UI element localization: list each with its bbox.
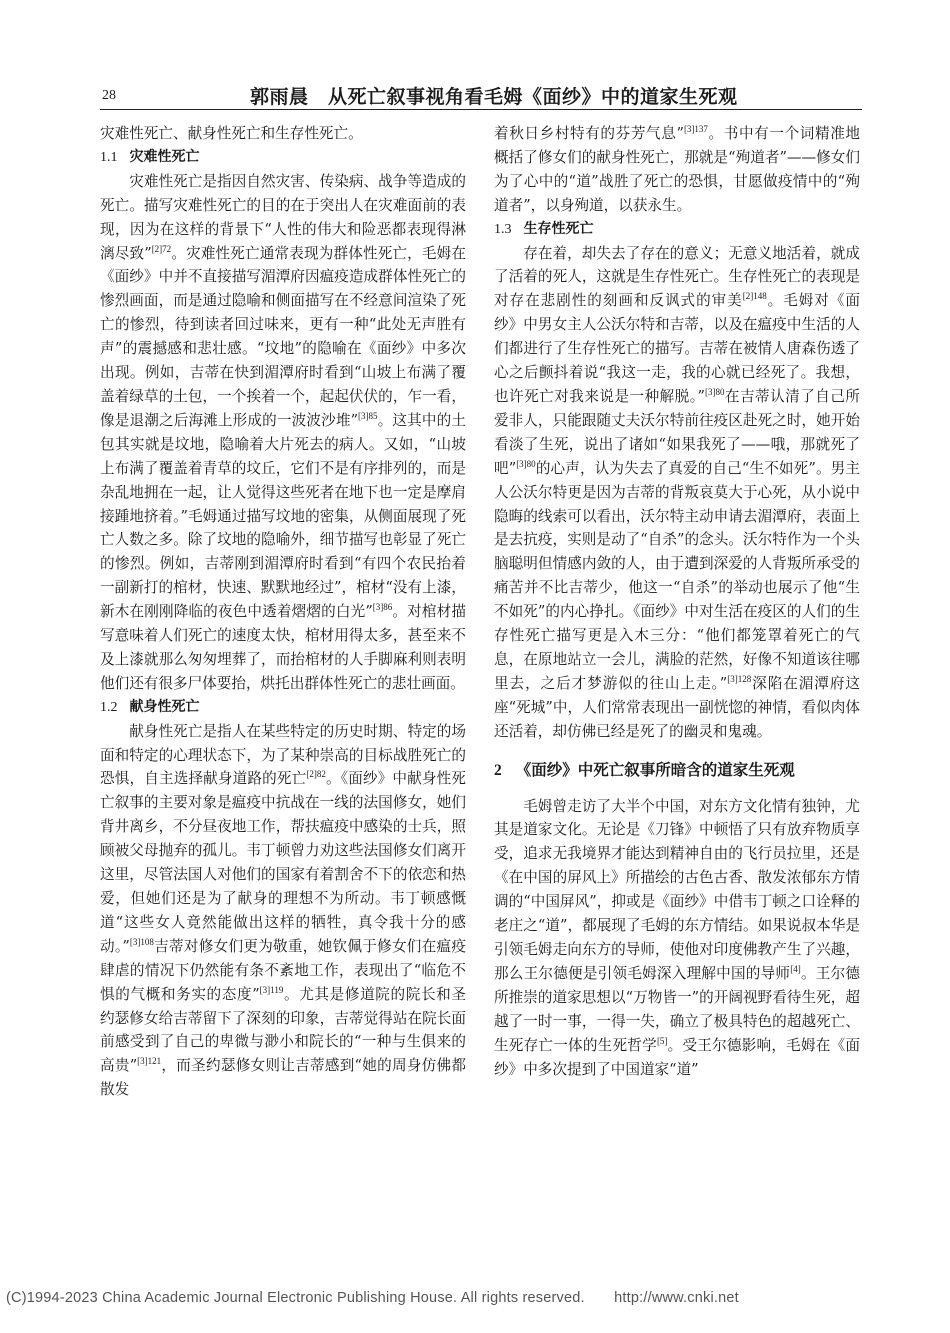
citation: [3]108 [129,936,154,947]
header-divider [100,109,862,110]
section-title: 《面纱》中死亡叙事所暗含的道家生死观 [515,760,795,779]
citation: [3]128 [727,673,752,684]
section-heading-1-3 [494,218,860,242]
text-run: 。王尔德所推崇的道家思想以“万物皆一”的开阔视野看待生死，超越了一时一事，一得一失，确立了极具特色的超越死亡、生死存亡一体的生死哲学 [494,964,860,1054]
paragraph [100,170,466,696]
section-heading-1-2 [100,696,466,720]
section-heading-2 [494,756,860,785]
citation: [4] [790,964,801,975]
paragraph [100,720,466,1103]
text-run: 。受王尔德影响，毛姆在《面纱》中多次提到了中国道家“道” [494,1036,860,1078]
paragraph [494,242,860,744]
page-header [100,80,862,116]
text-run: 的心声，认为失去了真爱的自己“生不如死”。男主人公沃尔特更是因为吉蒂的背叛哀莫大于心死，从小说中隐晦的线索可以看出，沃尔特主动申请去湄潭府，表面上是去抗疫，实则是动了“自杀”的念头。沃尔特作为一个头脑聪明但情感内敛的人，由于遭到深爱的人背叛所承受的痛苦并不比吉蒂少，他这一“自杀”的举动也展示了他“生不如死”的内心挣扎。《面纱》中对生活在疫区的人们的生存性死亡描写更是入木三分：“他们都笼罩着死亡的气息，在原地站立一会儿，满脸的茫然，好像不知道该往哪里去，之后才梦游似的往山上走。” [494,459,860,692]
text-run: 吉蒂对修女们更为敬重，她钦佩于修女们在瘟疫肆虐的情况下仍然能有条不紊地工作，表现出了“临危不惧的气概和务实的态度” [100,937,466,1003]
citation: [3]121 [137,1056,162,1067]
section-number: 1.3 [494,221,512,237]
text-run: 。这其中的土包其实就是坟地，隐喻着大片死去的病人。又如，“山坡上布满了覆盖着青草的坟丘，它们不是有序排列的，而是杂乱地拥在一起，让人觉得这些死者在地下也一定是摩肩接踵地挤着。”毛姆通过描写坟地的密集，从侧面展现了死亡人数之多。除了坟地的隐喻外，细节描写也彰显了死亡的惨烈。例如，吉蒂刚到湄潭府时看到“有四个农民抬着一副新打的棺材，快速、默默地经过”，棺材“没有上漆，新木在刚刚降临的夜色中透着熠熠的白光” [100,411,466,621]
text-run: 着秋日乡村特有的芬芳气息” [494,125,684,142]
citation: [2]72 [151,243,172,254]
section-title: 灾难性死亡 [129,148,200,165]
citation: [5] [656,1035,668,1046]
text-run: 毛姆曾走访了大半个中国，对东方文化情有独钟，尤其是道家文化。无论是《刀锋》中顿悟了只有放弃物质享受，追求无我境界才能达到精神自由的飞行员拉里，还是《在中国的屏风上》所描绘的古色古香、散发浓郁东方情调的“中国屏风”，抑或是《面纱》中借韦丁顿之口诠释的老庄之“道”，都展现了毛姆的东方情结。如果说叔本华是引领毛姆走向东方的导师，使他对印度佛教产生了兴趣，那么王尔德便是引领毛姆深入理解中国的导师 [494,797,860,982]
section-title: 献身性死亡 [129,698,200,715]
citation: [3]119 [259,984,284,995]
text-run: 。《面纱》中献身性死亡叙事的主要对象是瘟疫中抗战在一线的法国修女，她们背井离乡，不分昼夜地工作，帮扶瘟疫中感染的士兵，照顾被父母抛弃的孤儿。韦丁顿曾力劝这些法国修女们离开这里，尽管法国人对他们的国家有着割舍不下的依恋和热爱，但她们还是为了献身的理想不为所动。韦丁顿感慨道“这些女人竟然能做出这样的牺牲，真令我十分的感动。” [100,770,466,955]
left-column [100,122,466,1102]
citation: [3]80 [516,458,536,469]
text-run: 。尤其是修道院的院长和圣约瑟修女给吉蒂留下了深刻的印象，吉蒂觉得站在院长面前感受到了自己的卑微与渺小和院长的“一种与生俱来的高贵” [100,985,466,1075]
text-run: 在吉蒂认清了自己所爱非人，只能跟随丈夫沃尔特前往疫区赴死之时，她开始看淡了生死，说出了诸如“如果我死了——哦，那就死了吧” [494,387,860,477]
text-run: 存在着，却失去了存在的意义；无意义地活着，就成了活着的死人，这就是生存性死亡。生存性死亡的表现是对存在悲剧性的刻画和反讽式的审美 [494,244,860,310]
intro-text: 灾难性死亡、献身性死亡和生存性死亡。 [100,125,363,142]
citation: [2]148 [742,291,767,302]
text-run: 献身性死亡是指人在某些特定的历史时期、特定的场面和特定的心理状态下，为了某种崇高的目标战胜死亡的恐惧，自主选择献身道路的死亡 [100,722,466,788]
paragraph-continued [494,122,860,218]
text-run: 。对棺材描写意味着人们死亡的速度太快，棺材用得太多，甚至来不及上漆就那么匆匆埋葬了，而抬棺材的人手脚麻利则表明他们还有很多尸体要抬，烘托出群体性死亡的悲壮画面。 [100,603,466,692]
citation: [3]80 [704,387,725,398]
section-number: 1.2 [100,699,118,715]
text-run: 。书中有一个词精准地概括了修女们的献身性死亡，那就是“殉道者”——修女们为了心中的“道”战胜了死亡的恐惧，甘愿做疫情中的“殉道者”，以身殉道，以获永生。 [494,125,860,214]
copyright-footer: (C)1994-2023 China Academic Journal Electronic Publishing House. All rights reserved. http://www.cnki.net [6,1290,739,1306]
text-run: ，而圣约瑟修女则让吉蒂感到“她的周身仿佛都散发 [100,1057,466,1099]
running-title: 郭雨晨 从死亡叙事视角看毛姆《面纱》中的道家生死观 [250,86,738,108]
text-run: 深陷在湄潭府这座“死城”中，人们常常表现出一副恍惚的神情，看似肉体还活着，却仿佛已经是死了的幽灵和鬼魂。 [494,674,860,740]
text-run: 。毛姆对《面纱》中男女主人公沃尔特和吉蒂，以及在瘟疫中生活的人们都进行了生存性死亡的描写。吉蒂在被情人唐森伤透了心之后颤抖着说“我这一走，我的心就已经死了。我想，也许死亡对我来说是一种解脱。” [494,292,860,405]
text-run: 灾难性死亡是指因自然灾害、传染病、战争等造成的死亡。描写灾难性死亡的目的在于突出人在灾难面前的表现，因为在这样的背景下“人性的伟大和险恶都表现得淋漓尽致” [100,172,466,262]
right-column [494,122,860,1081]
section-number: 1.1 [100,149,118,165]
text-run: 。灾难性死亡通常表现为群体性死亡，毛姆在《面纱》中并不直接描写湄潭府因瘟疫造成群体性死亡的惨烈画面，而是通过隐喻和侧面描写在不经意间渲染了死亡的惨烈，待到读者回过味来，更有一种“此处无声胜有声”的震撼感和悲壮感。“坟地”的隐喻在《面纱》中多次出现。例如，吉蒂在快到湄潭府时看到“山坡上布满了覆盖着绿草的土包，一个挨着一个，起起伏伏的，乍一看，像是退潮之后海滩上形成的一波波沙堆” [100,244,466,429]
section-title: 生存性死亡 [523,220,594,237]
citation: [3]85 [358,411,378,422]
citation: [3]86 [372,602,393,613]
section-heading-1-1 [100,146,466,170]
paragraph [494,795,860,1082]
page-number: 28 [102,88,116,103]
citation: [3]137 [683,124,708,135]
citation: [2]82 [306,769,326,780]
section-number: 2 [494,761,502,779]
